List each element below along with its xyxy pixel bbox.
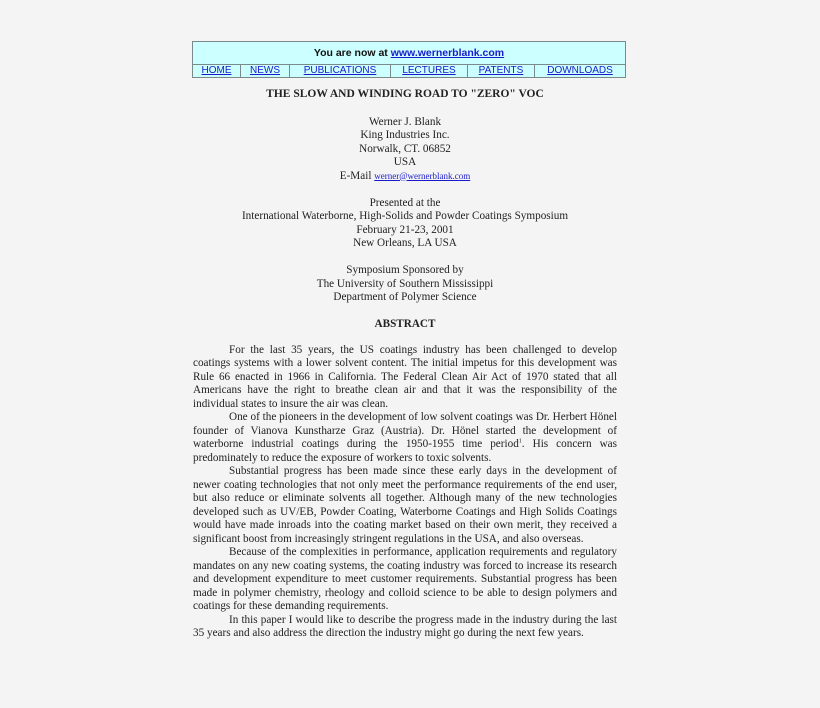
symposium-name: International Waterborne, High-Solids and Powder Coatings Symposium (241, 210, 569, 222)
location-prefix: You are now at (313, 47, 391, 59)
document-title: THE SLOW AND WINDING ROAD TO "ZERO" VOC (266, 88, 544, 100)
presentation-block (193, 197, 617, 251)
author-email-line (193, 170, 617, 184)
document-body (193, 88, 617, 641)
abstract-heading: ABSTRACT (374, 318, 436, 330)
symposium-location: New Orleans, LA USA (353, 237, 457, 249)
paragraph-text: . His concern was predominately to reduce the exposure of workers to toxic solvents. (193, 438, 617, 464)
abstract-paragraph-2 (193, 411, 617, 465)
email-link[interactable]: werner@wernerblank.com (374, 170, 471, 181)
sponsor-university: The University of Southern Mississippi (316, 277, 494, 290)
abstract-paragraph-4: Because of the complexities in performance, application requirements and regulatory mandates on any new coating systems, the coating industry was forced to increase its research and development expenditure to meet customer requirements. Substantial progress has been made in polymer chemistry, rheology and colloid science to be able to design polymers and coatings for these demanding requirements. (193, 546, 617, 612)
nav-patents[interactable]: PATENTS (468, 65, 535, 77)
nav-lectures[interactable]: LECTURES (391, 65, 468, 77)
sponsor-department: Department of Polymer Science (333, 291, 477, 303)
sponsor-block (193, 264, 617, 305)
sponsored-by: Symposium Sponsored by (346, 264, 464, 276)
site-link[interactable]: www.wernerblank.com (390, 47, 505, 59)
abstract-paragraph-1: For the last 35 years, the US coatings industry has been challenged to develop coatings systems with a lower solvent content. The initial impetus for this development was Rule 66 enacted in 1966 in California. The Federal Clean Air Act of 1970 stated that all Americans have the right to breathe clean air and that it was the responsibility of the individual states to insure the air was clean. (193, 343, 617, 410)
author-name: Werner J. Blank (368, 115, 442, 128)
author-company: King Industries Inc. (360, 129, 450, 141)
nav-menu (193, 65, 625, 77)
abstract-paragraph-3: Substantial progress has been made since these early days in the development of newer coating technologies that not only meet the performance requirements of the end user, but also reduce or eliminate solvents all together. Although many of the new technologies developed such as UV/EB, Powder Coating, Waterborne Coatings and High Solids Coatings would have made inroads into the coating market based on their own merit, they received a significant boost from increasingly stringent regulations in the USA, and also overseas. (193, 465, 617, 545)
paragraph-text: One of the pioneers in the development of low solvent coatings was Dr. Herbert Hönel founder of Vianova Kunstharze Graz (Austria). Dr. Hönel started the development of waterborne industrial coatings during the 1950-1955 time period (193, 411, 617, 450)
footnote-ref: 1 (518, 438, 522, 445)
author-block (193, 116, 617, 184)
author-country: USA (393, 156, 417, 168)
symposium-date: February 21-23, 2001 (356, 223, 454, 236)
location-bar (193, 42, 625, 65)
nav-home[interactable]: HOME (193, 65, 241, 77)
author-city: Norwalk, CT. 06852 (359, 142, 451, 155)
nav-downloads[interactable]: DOWNLOADS (547, 65, 613, 76)
email-label: E-Mail (339, 169, 375, 182)
nav-publications[interactable]: PUBLICATIONS (290, 65, 391, 77)
presented-at: Presented at the (369, 196, 441, 209)
site-nav-box (192, 41, 626, 78)
abstract-paragraph-5: In this paper I would like to describe the progress made in the industry during the last 35 years and also address the direction the industry might go during the next few years. (193, 613, 617, 639)
nav-news[interactable]: NEWS (241, 65, 290, 77)
